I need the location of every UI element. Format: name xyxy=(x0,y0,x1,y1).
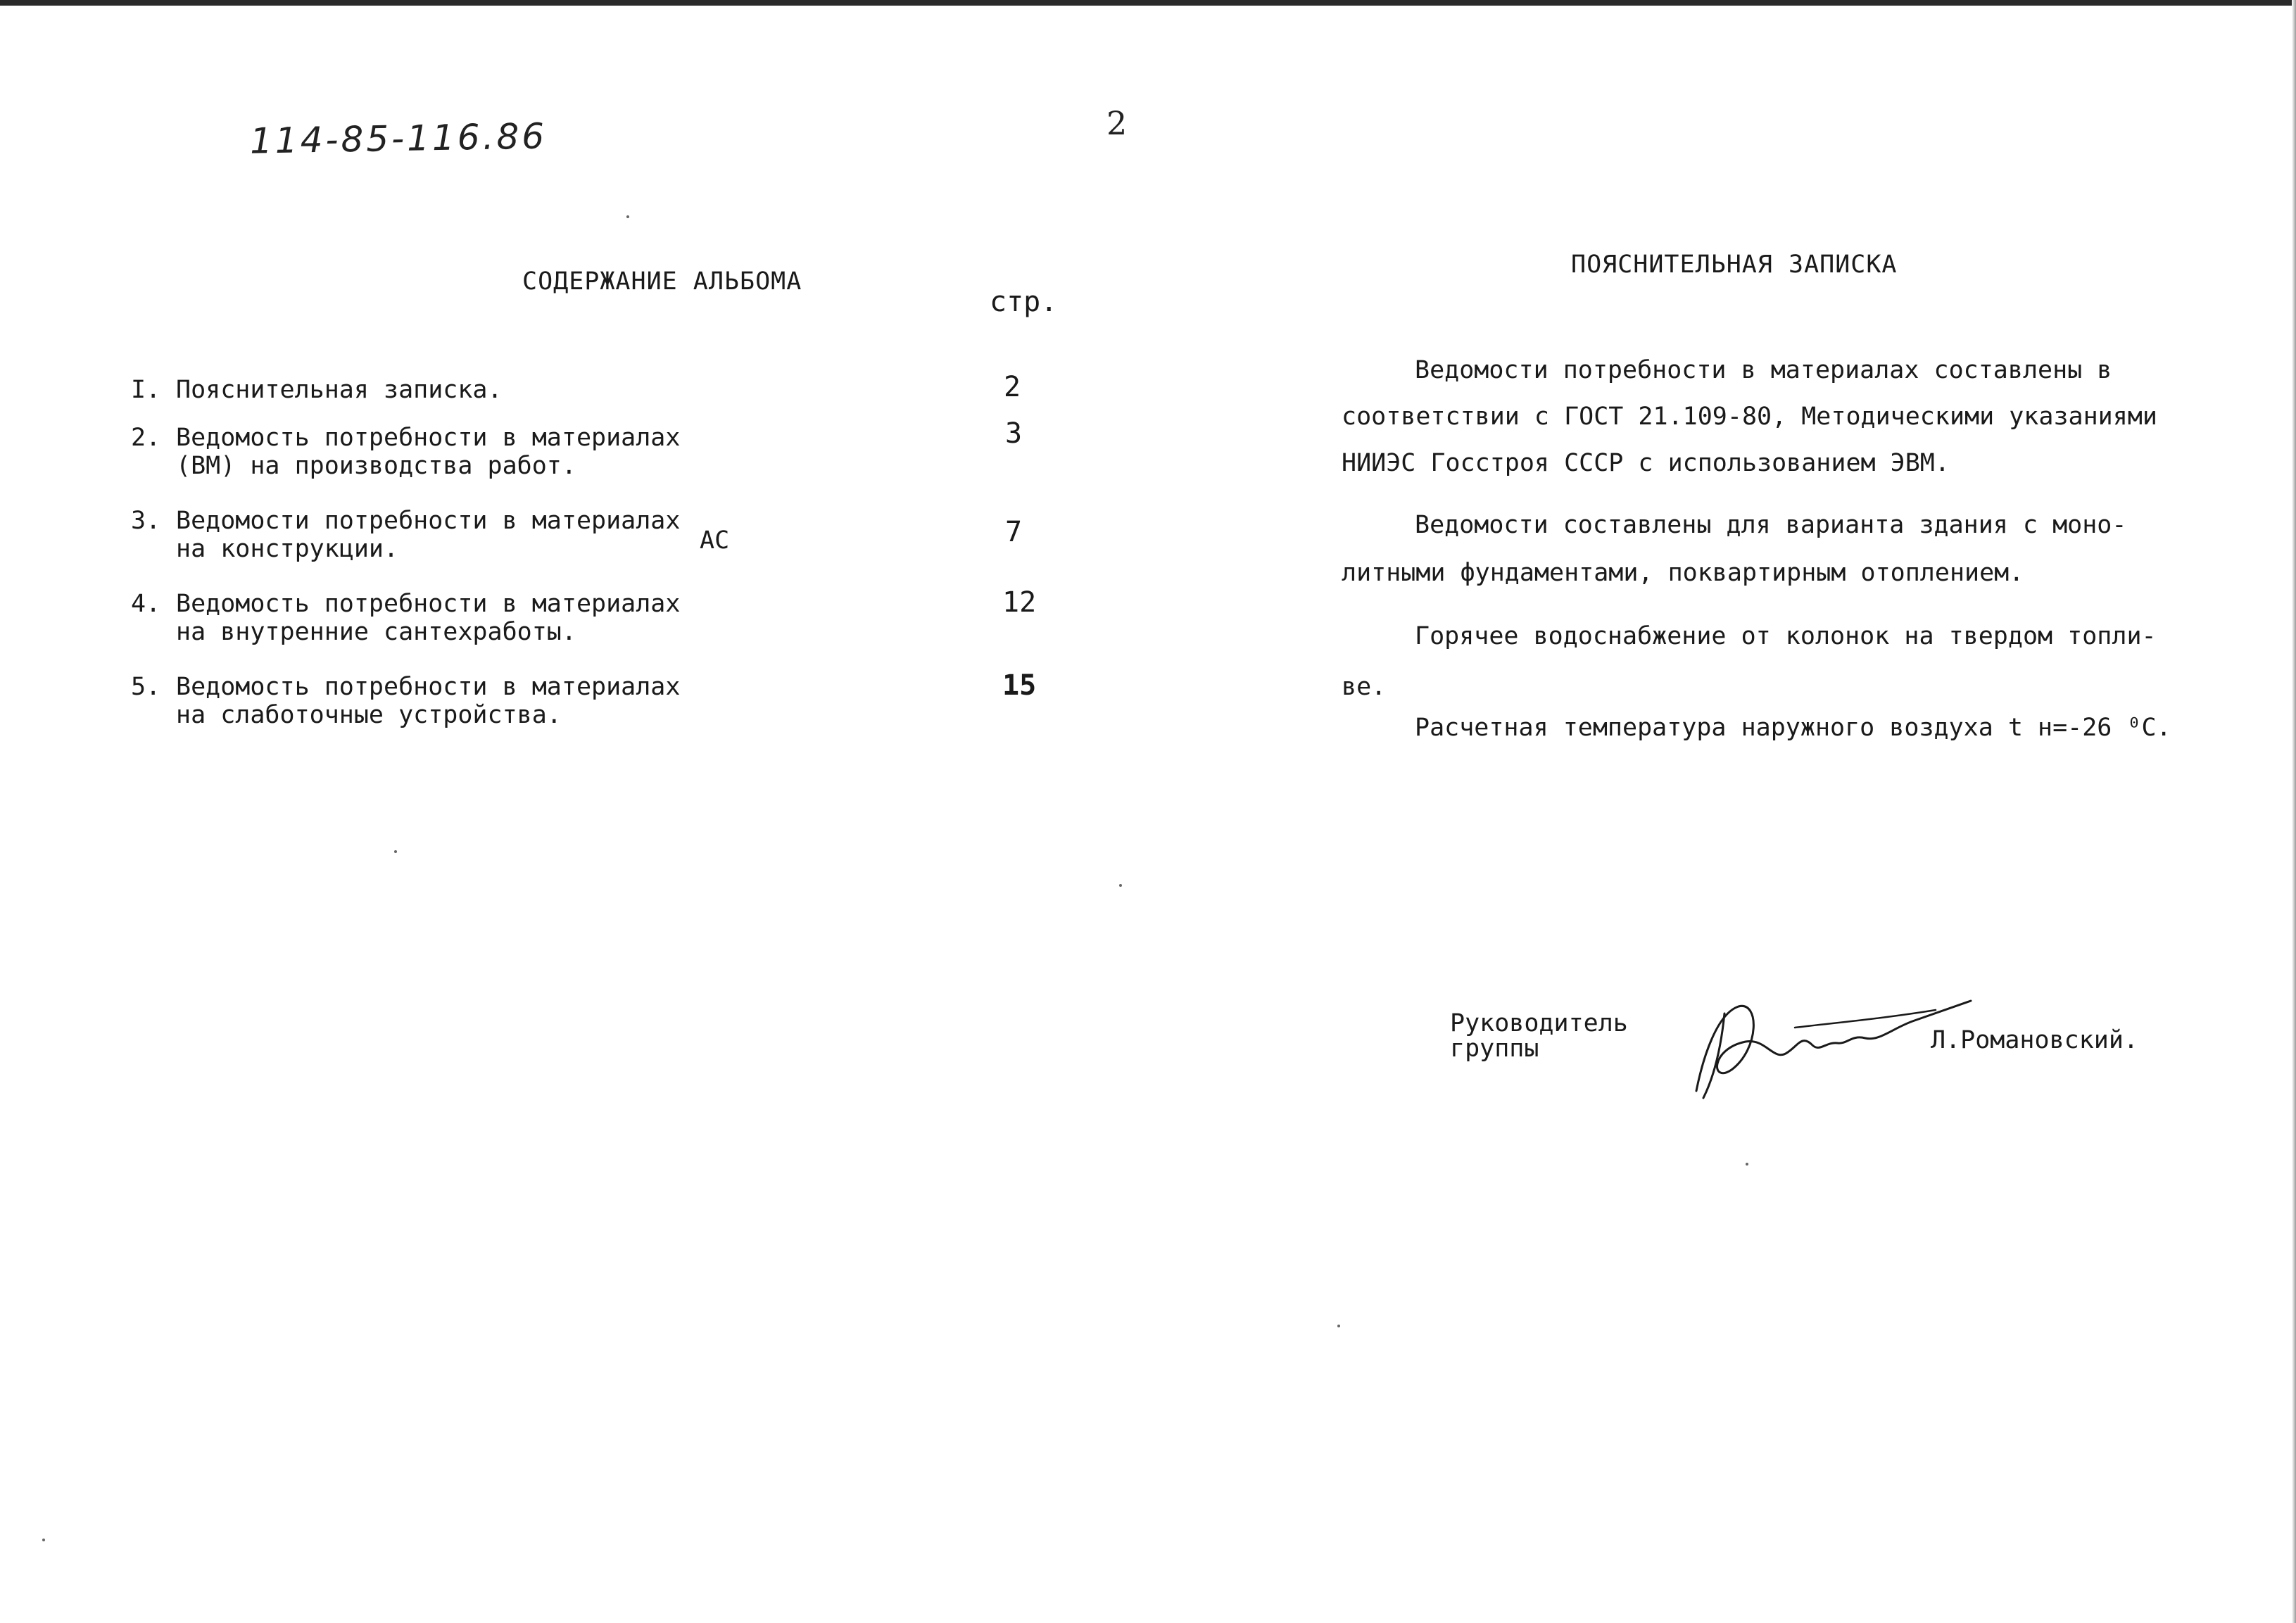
scan-speck xyxy=(42,1539,45,1541)
note-line: Расчетная температура наружного воздуха t н=-26 ⁰С. xyxy=(1415,714,2171,742)
toc-item-number: 4. xyxy=(131,590,161,618)
signature-role-line2: группы xyxy=(1450,1035,1539,1063)
toc-item-mark: АС xyxy=(700,526,730,555)
toc-item-text-line2: на конструкции. xyxy=(176,535,399,563)
toc-item-number: 3. xyxy=(131,507,161,535)
note-line: НИИЭС Госстроя СССР с использованием ЭВМ. xyxy=(1342,449,1950,477)
toc-item-page: 2 xyxy=(1004,371,1021,403)
note-line: литными фундаментами, поквартирным отоплением. xyxy=(1342,559,2024,587)
toc-item-text-line2: (ВМ) на производства работ. xyxy=(176,452,576,480)
toc-item-page: 12 xyxy=(1002,586,1037,619)
toc-item-number: I. xyxy=(131,376,161,404)
scan-speck xyxy=(1119,884,1122,887)
scan-top-edge xyxy=(0,0,2296,6)
note-heading: ПОЯСНИТЕЛЬНАЯ ЗАПИСКА xyxy=(1571,251,1898,279)
toc-item xyxy=(131,669,1037,814)
scan-speck xyxy=(1337,1325,1340,1327)
scan-speck xyxy=(1746,1163,1748,1166)
signatory-name: Л.Романовский. xyxy=(1931,1026,2139,1054)
note-line: Ведомости составлены для варианта здания с моно- xyxy=(1415,511,2127,539)
toc-item-text: Ведомости потребности в материалах xyxy=(176,507,681,535)
toc-item-text-line2: на слаботочные устройства. xyxy=(176,701,562,729)
note-line: Горячее водоснабжение от колонок на твердом топли- xyxy=(1415,622,2157,650)
toc-item-page: 3 xyxy=(1005,417,1023,450)
page-number: 2 xyxy=(1106,104,1128,142)
note-line: соответствии с ГОСТ 21.109-80, Методическими указаниями xyxy=(1342,403,2157,431)
scan-speck xyxy=(394,850,397,853)
toc-item-page: 15 xyxy=(1002,669,1037,702)
toc-item-text: Ведомость потребности в материалах xyxy=(176,424,681,452)
document-code: 114-85-116.86 xyxy=(249,115,548,162)
toc-item-page: 7 xyxy=(1005,516,1023,548)
note-line: Ведомости потребности в материалах составлены в xyxy=(1415,356,2112,384)
scan-right-edge xyxy=(2292,0,2296,1623)
toc-heading: СОДЕРЖАНИЕ АЛЬБОМА xyxy=(522,267,802,296)
toc-item-text: Ведомость потребности в материалах xyxy=(176,590,681,618)
toc-item-text: Пояснительная записка. xyxy=(176,376,503,404)
signature-role: Руководитель xyxy=(1450,1009,1628,1037)
scan-speck xyxy=(626,215,629,218)
page-column-label: стр. xyxy=(990,286,1058,318)
toc-item-text-line2: на внутренние сантехработы. xyxy=(176,618,576,646)
toc-item-number: 2. xyxy=(131,424,161,452)
note-line: ве. xyxy=(1342,673,1387,701)
toc-item-number: 5. xyxy=(131,673,161,701)
toc-item-text: Ведомость потребности в материалах xyxy=(176,673,681,701)
